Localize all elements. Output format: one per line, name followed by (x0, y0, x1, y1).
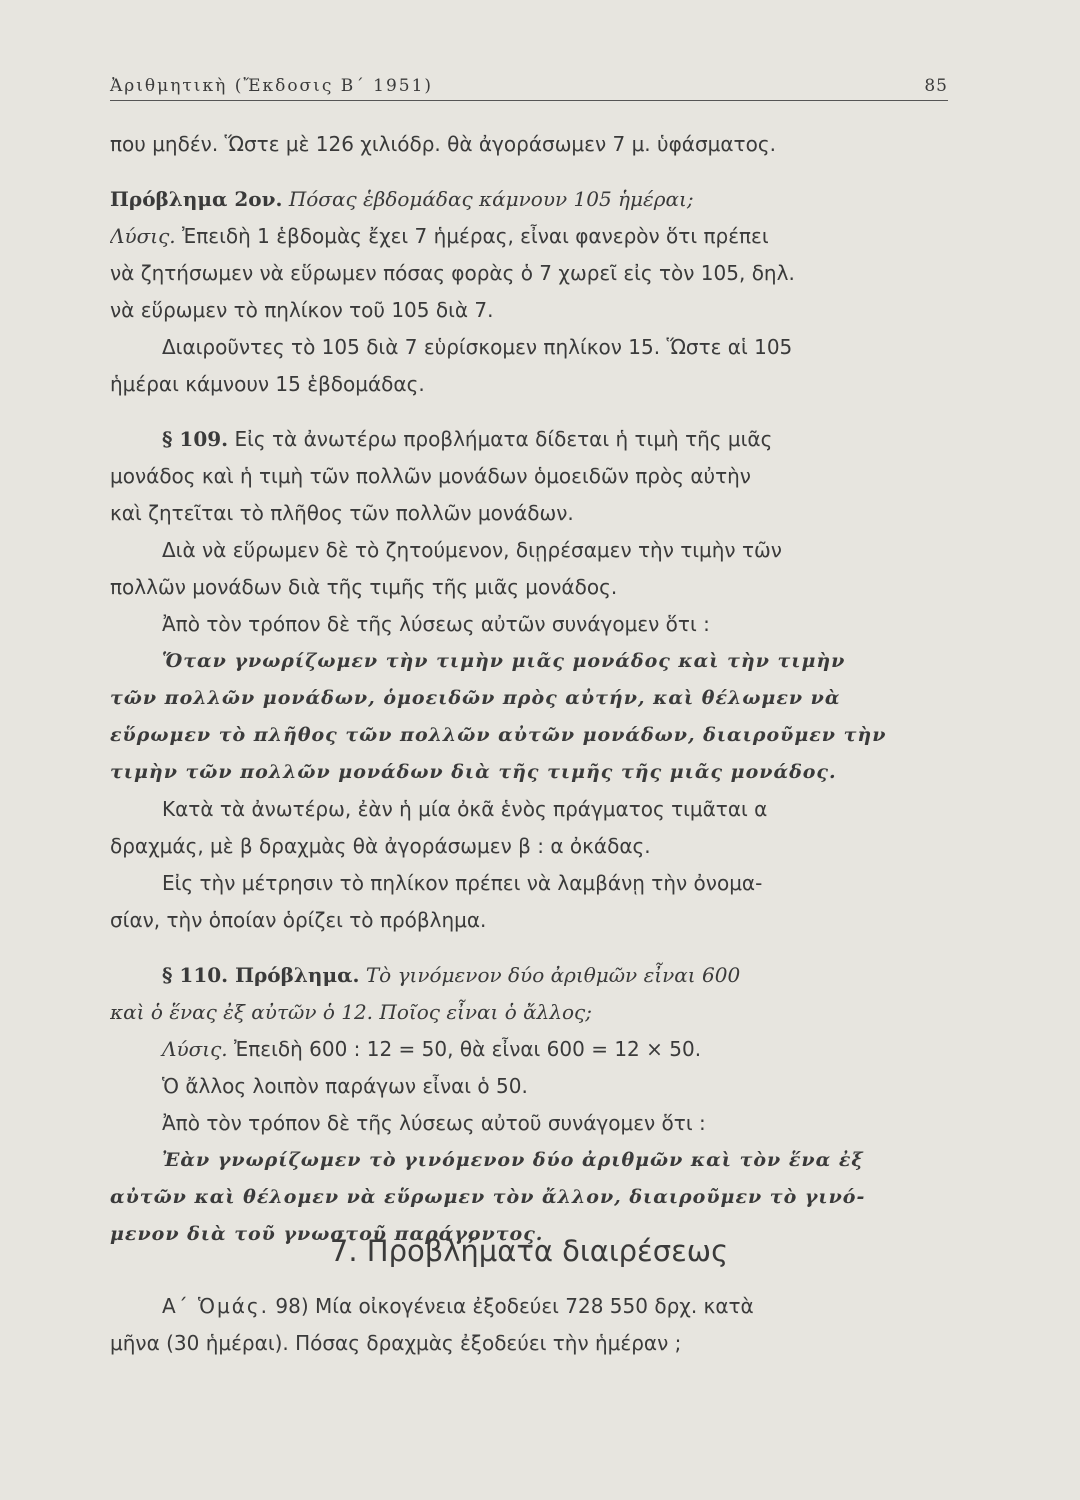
rule-line: Ὅταν γνωρίζωμεν τὴν τιμὴν μιᾶς μονάδος καὶ τὴν τιμὴν (162, 650, 846, 672)
group-label: Α΄ Ὁμάς. (162, 1294, 270, 1318)
text-line: που μηδέν. Ὥστε μὲ 126 χιλιόδρ. θὰ ἀγοράσωμεν 7 μ. ὑφάσματος. (110, 132, 776, 156)
page-number: 85 (924, 76, 948, 96)
section-110-question-cont: καὶ ὁ ἕνας ἐξ αὐτῶν ὁ 12. Ποῖος εἶναι ὁ ἄλλος; (110, 1000, 592, 1024)
rule-line: μενον διὰ τοῦ γνωστοῦ παράγοντος. (110, 1223, 544, 1245)
text-line: Ὁ ἄλλος λοιπὸν παράγων εἶναι ὁ 50. (162, 1074, 528, 1098)
header-title: Ἀριθμητικὴ (Ἔκδοσις Β΄ 1951) (110, 76, 434, 96)
text-line: Ἀπὸ τὸν τρόπον δὲ τῆς λύσεως αὐτοῦ συνάγομεν ὅτι : (162, 1111, 706, 1135)
text-line: πολλῶν μονάδων διὰ τῆς τιμῆς τῆς μιᾶς μονάδος. (110, 575, 618, 599)
section-109-label: § 109. (162, 427, 229, 451)
solution-line (110, 218, 948, 255)
text-line: Διαιροῦντες τὸ 105 διὰ 7 εὑρίσκομεν πηλίκον 15. Ὥστε αἱ 105 (162, 335, 793, 359)
text-line: μονάδος καὶ ἡ τιμὴ τῶν πολλῶν μονάδων ὁμοειδῶν πρὸς αὐτὴν (110, 464, 751, 488)
rule-line: τῶν πολλῶν μονάδων, ὁμοειδῶν πρὸς αὐτήν, καὶ θέλωμεν νὰ (110, 687, 841, 709)
text-line: Κατὰ τὰ ἀνωτέρω, ἐὰν ἡ μία ὀκᾶ ἑνὸς πράγματος τιμᾶται α (162, 797, 768, 821)
section-110-label: § 110. Πρόβλημα. (162, 963, 360, 987)
section-110-question: Τὸ γινόμενον δύο ἀριθμῶν εἶναι 600 (365, 963, 741, 987)
solution-label: Λύσις. (162, 1037, 228, 1061)
text-line: ἡμέραι κάμνουν 15 ἑβδομάδας. (110, 372, 425, 396)
solution-text: Ἐπειδὴ 1 ἑβδομὰς ἔχει 7 ἡμέρας, εἶναι φανερὸν ὅτι πρέπει (182, 224, 769, 248)
running-header (110, 74, 948, 101)
text-line: σίαν, τὴν ὁποίαν ὁρίζει τὸ πρόβλημα. (110, 908, 487, 932)
section-109-text: Εἰς τὰ ἀνωτέρω προβλήματα δίδεται ἡ τιμὴ τῆς μιᾶς (234, 427, 773, 451)
solution-label: Λύσις. (110, 224, 176, 248)
problem-2-line (110, 181, 948, 218)
text-line: νὰ εὕρωμεν τὸ πηλίκον τοῦ 105 διὰ 7. (110, 298, 494, 322)
section-heading: 7. Προβλήματα διαιρέσεως (329, 1234, 729, 1268)
text-line: νὰ ζητήσωμεν νὰ εὕρωμεν πόσας φορὰς ὁ 7 χωρεῖ εἰς τὸν 105, δηλ. (110, 261, 795, 285)
rule-line: αὐτῶν καὶ θέλομεν νὰ εὕρωμεν τὸν ἄλλον, διαιροῦμεν τὸ γινό- (110, 1186, 866, 1208)
text-line: δραχμάς, μὲ β δραχμὰς θὰ ἀγοράσωμεν β : α ὀκάδας. (110, 834, 651, 858)
text-line: Εἰς τὴν μέτρησιν τὸ πηλίκον πρέπει νὰ λαμβάνῃ τὴν ὀνομα- (162, 871, 763, 895)
problem-2-label: Πρόβλημα 2ον. (110, 187, 283, 211)
exercise-line (110, 1288, 948, 1325)
solution-text: Ἐπειδὴ 600 : 12 = 50, θὰ εἶναι 600 = 12 × 50. (234, 1037, 702, 1061)
solution-line (110, 1031, 948, 1068)
section-109-line (110, 421, 948, 458)
text-line: καὶ ζητεῖται τὸ πλῆθος τῶν πολλῶν μονάδων. (110, 501, 574, 525)
exercise-line: μῆνα (30 ἡμέραι). Πόσας δραχμὰς ἐξοδεύει τὴν ἡμέραν ; (110, 1331, 682, 1355)
section-110-line (110, 957, 948, 994)
text-line: Διὰ νὰ εὕρωμεν δὲ τὸ ζητούμενον, διῃρέσαμεν τὴν τιμὴν τῶν (162, 538, 782, 562)
body-text (110, 126, 948, 1253)
rule-line: εὕρωμεν τὸ πλῆθος τῶν πολλῶν αὐτῶν μονάδων, διαιροῦμεν τὴν (110, 724, 887, 746)
exercises (110, 1288, 948, 1362)
rule-line: Ἐὰν γνωρίζωμεν τὸ γινόμενον δύο ἀριθμῶν καὶ τὸν ἕνα ἐξ (162, 1149, 864, 1171)
text-line: Ἀπὸ τὸν τρόπον δὲ τῆς λύσεως αὐτῶν συνάγομεν ὅτι : (162, 612, 710, 636)
rule-line: τιμὴν τῶν πολλῶν μονάδων διὰ τῆς τιμῆς τῆς μιᾶς μονάδος. (110, 761, 837, 783)
problem-2-question: Πόσας ἑβδομάδας κάμνουν 105 ἡμέραι; (288, 187, 694, 211)
exercise-98-text: 98) Μία οἰκογένεια ἐξοδεύει 728 550 δρχ. κατὰ (275, 1294, 754, 1318)
